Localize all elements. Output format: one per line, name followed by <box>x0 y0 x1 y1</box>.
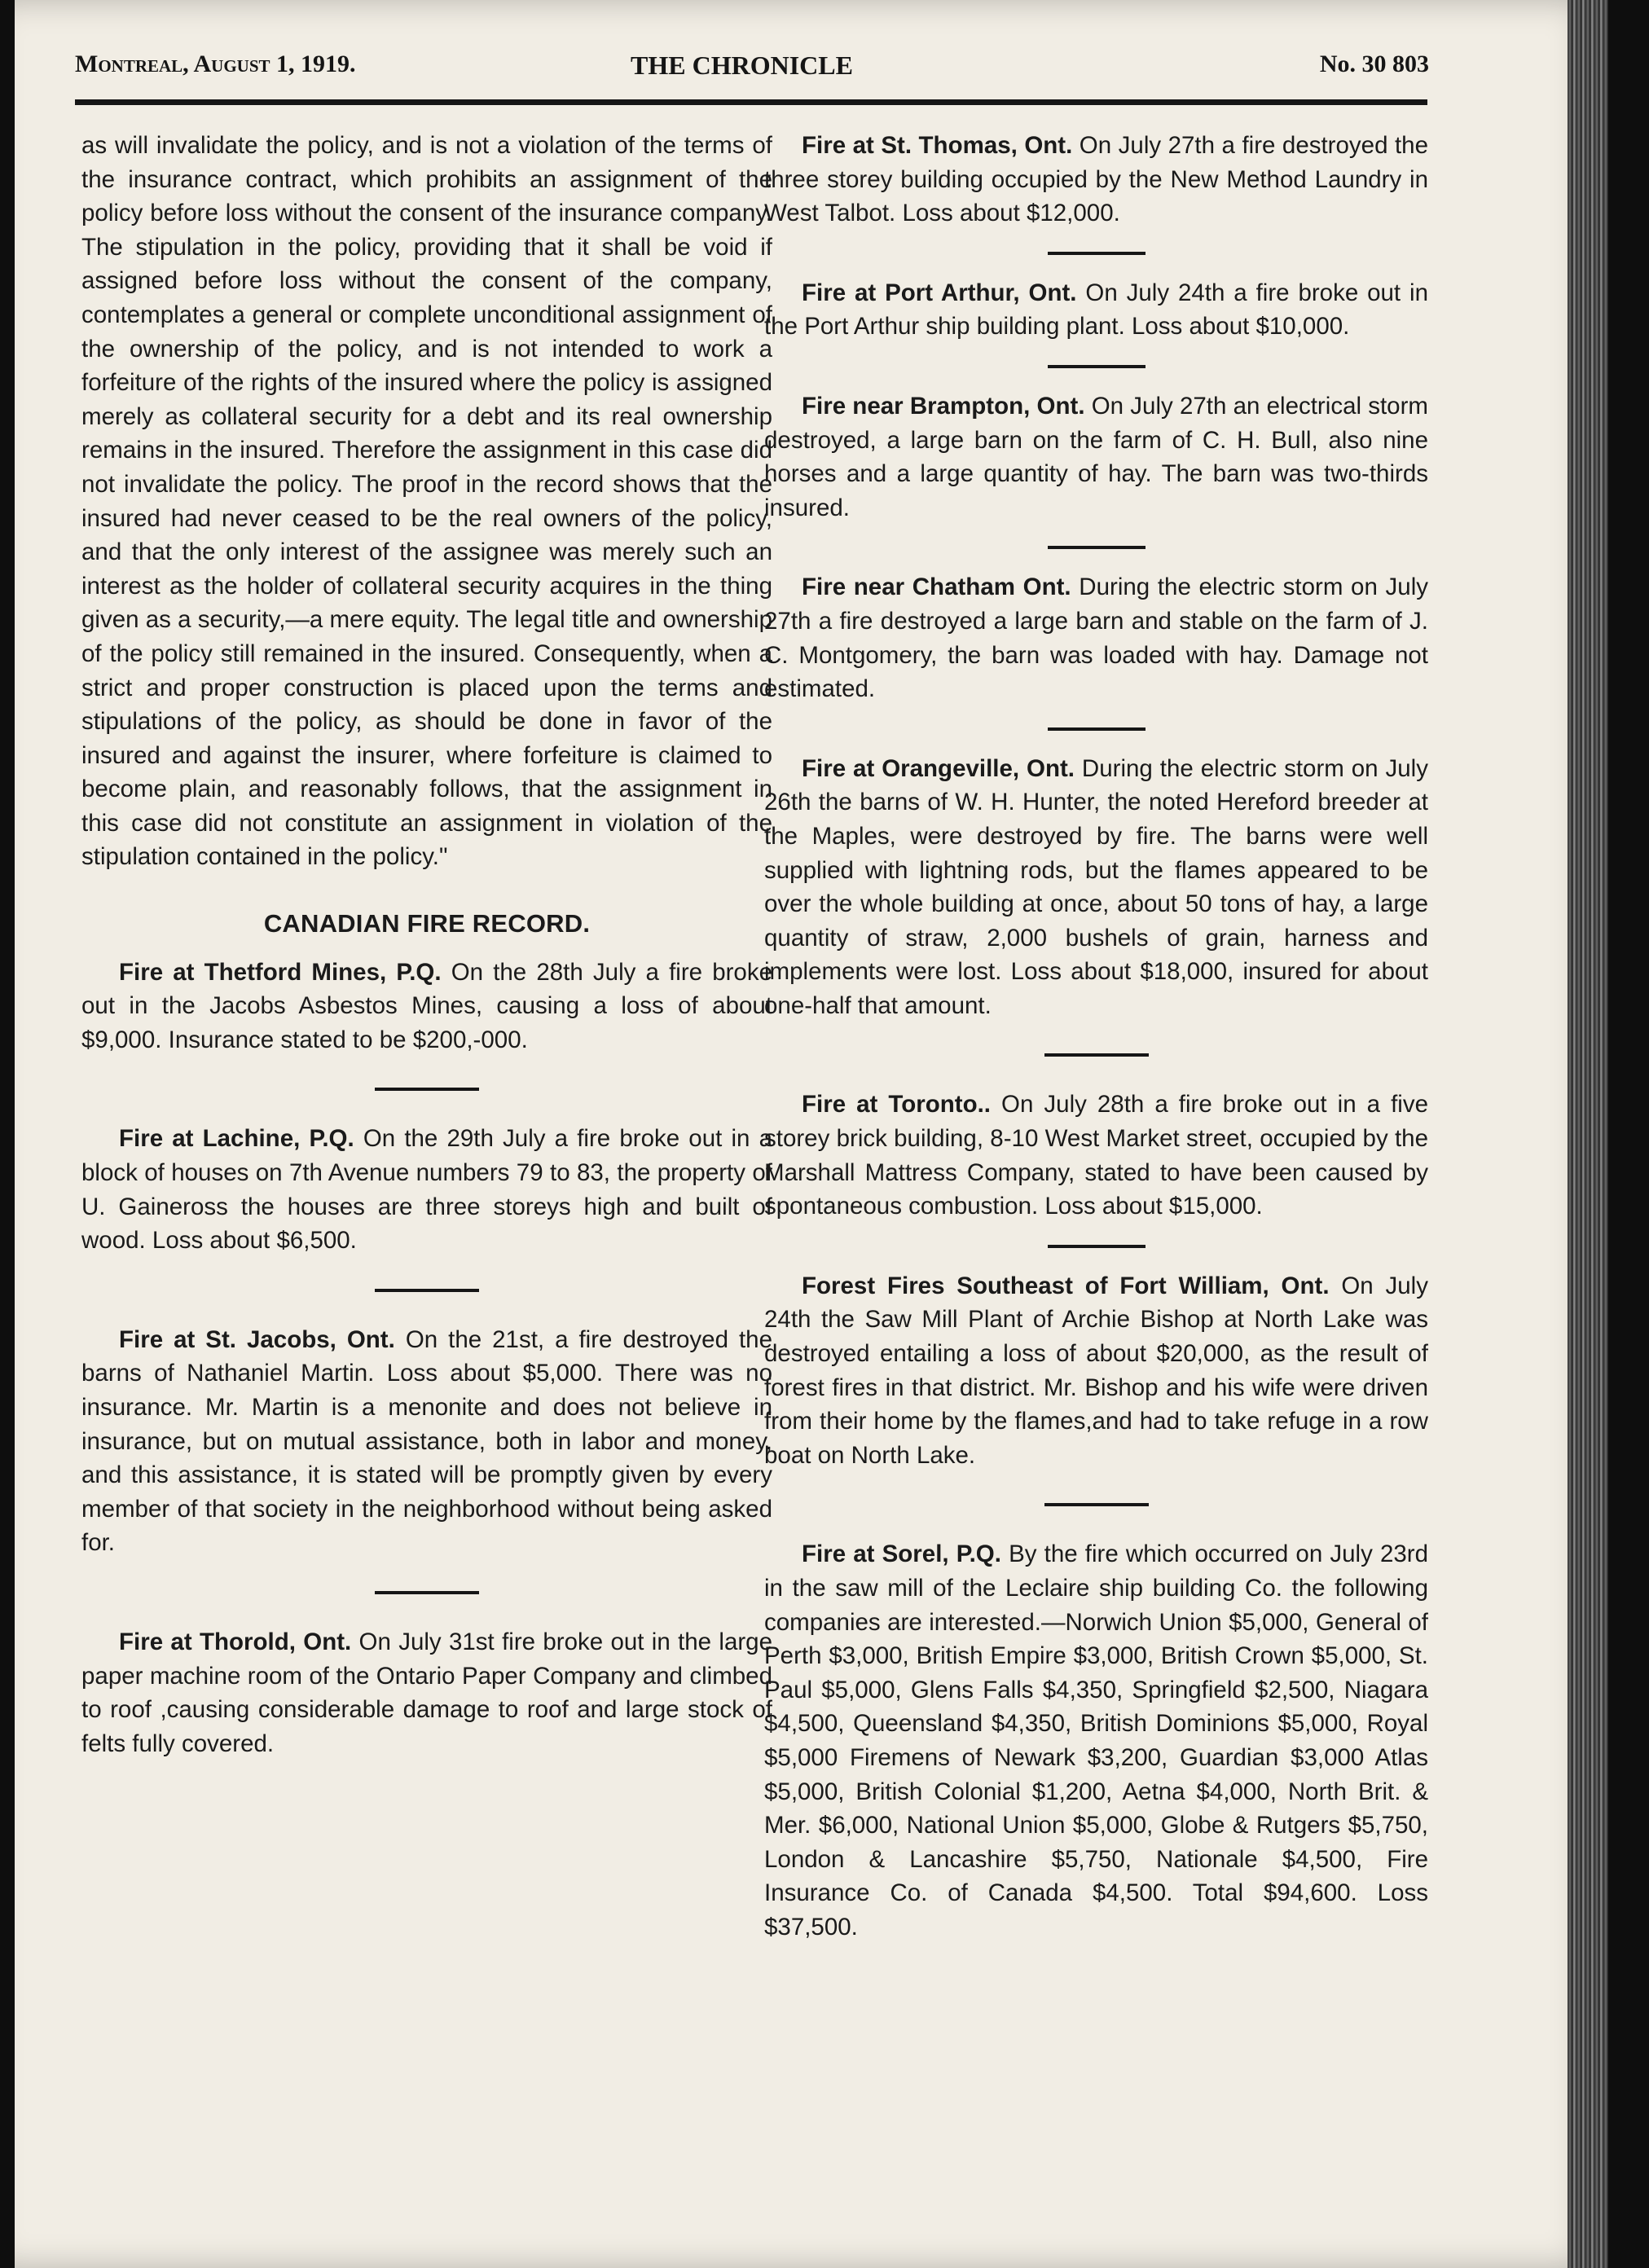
fire-item-heading: Forest Fires Southeast of Fort William, Ont. <box>802 1272 1330 1299</box>
fire-item <box>764 1269 1428 1473</box>
fire-item-text: During the electric storm on July 27th a fire destroyed a large barn and stable on the farm of J. C. Montgomery, the barn was loaded with hay. Damage not estimated. <box>764 574 1428 703</box>
fire-item <box>764 1537 1428 1944</box>
fire-item-text: On the 28th July a fire broke out in the Jacobs Asbestos Mines, causing a loss of about $9,000. Insurance stated to be $200,-000. <box>81 958 772 1053</box>
fire-item <box>81 1625 772 1760</box>
separator-rule <box>1048 365 1146 368</box>
right-column <box>764 129 1428 1945</box>
fire-item <box>81 1323 772 1560</box>
section-title: CANADIAN FIRE RECORD. <box>263 909 591 938</box>
fire-item-heading: Fire at Orangeville, Ont. <box>802 754 1075 782</box>
fire-item-text: By the fire which occurred on July 23rd in the saw mill of the Leclaire ship building Co. the following companies are interested.—Norwich Union $5,000, General of Perth $3,000, British Empire $3,000, British Crown $5,000, St. Paul $5,000, Glens Falls $4,350, Springfield $2,500, Niagara $4,500, Queensland $4,350, British Dominions $5,000, Royal $5,000 Firemens of Newark $3,200, Guardian $3,000 Atlas $5,000, British Colonial $1,200, Aetna $4,000, North Brit. & Mer. $6,000, National Union $5,000, Globe & Rutgers $5,750, London & Lancashire $5,750, Nationale $4,500, Fire Insurance Co. of Canada $4,500. Total $94,600. Loss $37,500. <box>764 1541 1429 1941</box>
header-rule <box>75 99 1427 105</box>
newspaper-page <box>15 0 1608 2268</box>
fire-item-heading: Fire at Lachine, P.Q. <box>119 1125 354 1153</box>
separator-rule <box>1048 252 1146 255</box>
fire-item <box>764 276 1428 344</box>
fire-item-heading: Fire near Chatham Ont. <box>802 574 1071 601</box>
fire-item <box>81 956 772 1057</box>
separator-rule <box>1048 1245 1146 1248</box>
fire-item-heading: Fire at St. Thomas, Ont. <box>802 132 1073 159</box>
fire-item-text: On July 27th an electrical storm destroyed, a large barn on the farm of C. H. Bull, also nine horses and a large quantity of hay. The barn was two-thirds insured. <box>764 392 1428 521</box>
separator-rule <box>1044 1503 1149 1506</box>
fire-item-heading: Fire at Toronto.. <box>802 1091 991 1119</box>
separator-rule <box>375 1289 479 1292</box>
separator-rule <box>1044 1053 1149 1057</box>
fire-item-text: On July 24th a fire broke out in the Port Arthur ship building plant. Loss about $10,000. <box>764 279 1428 341</box>
left-column <box>81 129 772 1760</box>
fire-item-text: On the 21st, a fire destroyed the barns of Nathaniel Martin. Loss about $5,000. There was no insurance. Mr. Martin is a menonite and does not believe in insurance, but on mutual assistance, both in labor and money, and this assistance, it is stated will be promptly given by every member of that society in the neighborhood without being asked for. <box>81 1325 772 1557</box>
fire-item-heading: Fire at Port Arthur, Ont. <box>802 279 1077 306</box>
separator-rule <box>1048 727 1146 731</box>
fire-item-heading: Fire at Thorold, Ont. <box>119 1628 352 1655</box>
separator-rule <box>375 1088 479 1091</box>
fire-item-heading: Fire at Sorel, P.Q. <box>802 1541 1001 1568</box>
binding-gutter <box>1568 0 1608 2268</box>
page-header <box>60 51 1429 86</box>
fire-item-text: On the 29th July a fire broke out in a block of houses on 7th Avenue numbers 79 to 83, the property of U. Gaineross the houses are three storeys high and built of wood. Loss about $6,500. <box>81 1125 772 1255</box>
fire-item-text: On July 24th the Saw Mill Plant of Archie Bishop at North Lake was destroyed entailing a loss of about $20,000, as the result of forest fires in that district. Mr. Bishop and his wife were driven from their home by the flames,and had to take refuge in a row boat on North Lake. <box>764 1272 1428 1469</box>
fire-item-text: On July 31st fire broke out in the large paper machine room of the Ontario Paper Company and climbed to roof ,causing considerable damage to roof and large stock of felts fully covered. <box>81 1628 772 1757</box>
fire-item <box>764 1088 1428 1223</box>
header-issue-page: No. 30 803 <box>1319 51 1429 77</box>
fire-item-text: On July 27th a fire destroyed the three storey building occupied by the New Method Laundry in West Talbot. Loss about $12,000. <box>764 132 1428 227</box>
fire-item-text: On July 28th a fire broke out in a five storey brick building, 8-10 West Market street, occupied by the Marshall Mattress Company, stated to have been caused by spontaneous combustion. Loss about $15,000. <box>764 1091 1428 1220</box>
fire-item-text: During the electric storm on July 26th the barns of W. H. Hunter, the noted Hereford breeder at the Maples, were destroyed by fire. The barns were well supplied with lightning rods, but the flames appeared to be over the whole building at once, about 50 tons of hay, a large quantity of straw, 2,000 bushels of grain, harness and implements were lost. Loss about $18,000, insured for about one-half that amount. <box>764 754 1428 1019</box>
header-publication-title: THE CHRONICLE <box>631 51 853 80</box>
fire-item-heading: Fire at Thetford Mines, P.Q. <box>119 958 442 986</box>
header-date: Montreal, August 1, 1919. <box>75 51 356 77</box>
fire-item <box>764 570 1428 705</box>
fire-item <box>764 129 1428 231</box>
separator-rule <box>1048 546 1146 549</box>
fire-item <box>764 389 1428 525</box>
continuation-paragraph: as will invalidate the policy, and is not a violation of the terms of the insurance contract, which prohibits an assignment of the policy before loss without the consent of the insurance company. The stipulation in the policy, providing that it shall be void if assigned before loss without the consent of the company, contemplates a general or complete unconditional assignment of the ownership of the policy, and is not intended to work a forfeiture of the rights of the insured where the policy is assigned merely as collateral security for a debt and its real ownership remains in the insured. Therefore the assignment in this case did not invalidate the policy. The proof in the record shows that the insured had never ceased to be the real owners of the policy, and that the only interest of the assignee was merely such an interest as the holder of collateral security acquires in the thing given as a security,—a mere equity. The legal title and ownership of the policy still remained in the insured. Consequently, when a strict and proper construction is placed upon the terms and stipulations of the policy, as should be done in favor of the insured and against the insurer, where forfeiture is claimed to become plain, and reasonably follows, that the assignment in this case did not constitute an assignment in violation of the stipulation contained in the policy." <box>81 132 772 871</box>
fire-item <box>764 752 1428 1023</box>
separator-rule <box>375 1591 479 1594</box>
fire-item <box>81 1122 772 1257</box>
fire-item-heading: Fire at St. Jacobs, Ont. <box>119 1325 395 1353</box>
fire-item-heading: Fire near Brampton, Ont. <box>802 392 1085 420</box>
